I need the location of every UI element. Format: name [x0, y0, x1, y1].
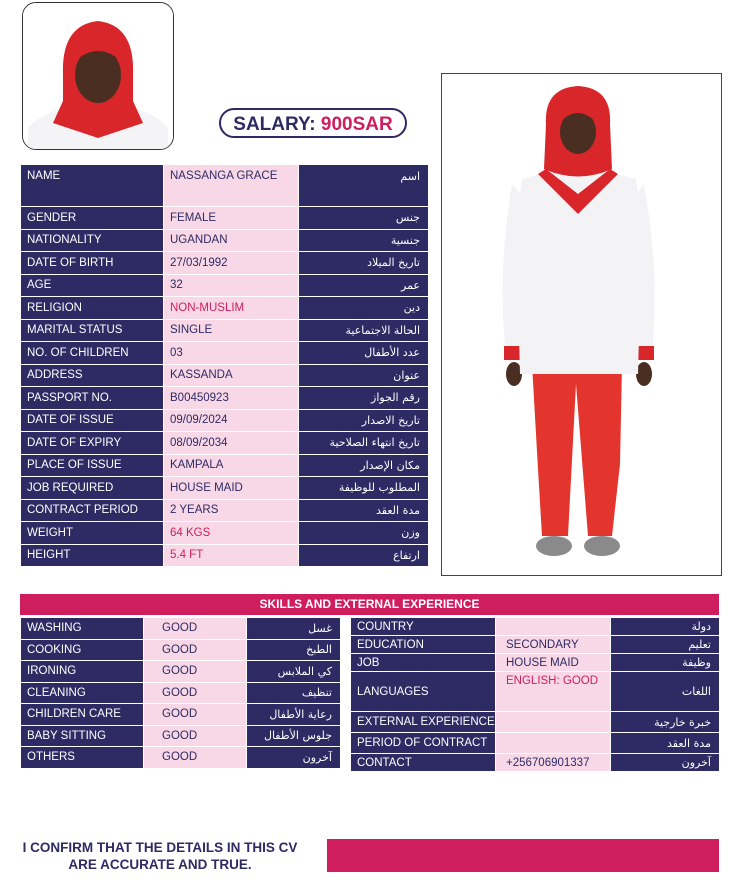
- personal-label: PASSPORT NO.: [21, 387, 164, 410]
- skill-row: [21, 639, 341, 661]
- personal-arabic-label: ارتفاع: [299, 544, 429, 567]
- personal-value: 27/03/1992: [164, 252, 299, 275]
- skill-value: GOOD: [144, 747, 247, 769]
- experience-row: [351, 636, 720, 654]
- skill-value: GOOD: [144, 725, 247, 747]
- personal-label: RELIGION: [21, 297, 164, 320]
- signature-bar: [327, 839, 719, 872]
- experience-label: COUNTRY: [351, 618, 496, 636]
- personal-row: [21, 387, 429, 410]
- experience-arabic-label: وظيفة: [611, 654, 720, 672]
- skill-label: COOKING: [21, 639, 144, 661]
- experience-label: PERIOD OF CONTRACT: [351, 733, 496, 754]
- experience-value: +256706901337: [496, 754, 611, 772]
- personal-label: ADDRESS: [21, 364, 164, 387]
- personal-value: 64 KGS: [164, 522, 299, 545]
- personal-value: 08/09/2034: [164, 432, 299, 455]
- skill-arabic-label: الطبخ: [247, 639, 341, 661]
- personal-row: [21, 207, 429, 230]
- salary-value: 900SAR: [320, 114, 393, 135]
- personal-arabic-label: اسم: [299, 165, 429, 207]
- experience-arabic-label: خبرة خارجية: [611, 712, 720, 733]
- personal-label: JOB REQUIRED: [21, 477, 164, 500]
- skill-row: [21, 704, 341, 726]
- experience-arabic-label: آخرون: [611, 754, 720, 772]
- personal-value: NASSANGA GRACE: [164, 165, 299, 207]
- experience-arabic-label: اللغات: [611, 672, 720, 712]
- personal-arabic-label: مدة العقد: [299, 499, 429, 522]
- personal-arabic-label: عمر: [299, 274, 429, 297]
- personal-arabic-label: المطلوب للوظيفة: [299, 477, 429, 500]
- personal-value: KASSANDA: [164, 364, 299, 387]
- skill-label: BABY SITTING: [21, 725, 144, 747]
- personal-row: [21, 297, 429, 320]
- skills-table: [20, 617, 341, 769]
- personal-arabic-label: رقم الجواز: [299, 387, 429, 410]
- personal-arabic-label: عدد الأطفال: [299, 342, 429, 365]
- personal-row: [21, 477, 429, 500]
- experience-arabic-label: تعليم: [611, 636, 720, 654]
- skill-row: [21, 618, 341, 640]
- personal-value: 32: [164, 274, 299, 297]
- skill-label: IRONING: [21, 661, 144, 683]
- personal-arabic-label: دين: [299, 297, 429, 320]
- personal-value: 03: [164, 342, 299, 365]
- personal-details-table: [20, 164, 429, 567]
- skill-value: GOOD: [144, 682, 247, 704]
- portrait-photo: [22, 2, 174, 150]
- personal-row: [21, 454, 429, 477]
- skills-header: SKILLS AND EXTERNAL EXPERIENCE: [20, 594, 719, 615]
- personal-label: WEIGHT: [21, 522, 164, 545]
- salary-label: SALARY:: [233, 114, 316, 135]
- personal-value: 5.4 FT: [164, 544, 299, 567]
- personal-row: [21, 252, 429, 275]
- skill-label: OTHERS: [21, 747, 144, 769]
- personal-label: NO. OF CHILDREN: [21, 342, 164, 365]
- personal-label: DATE OF ISSUE: [21, 409, 164, 432]
- experience-row: [351, 712, 720, 733]
- personal-row: [21, 544, 429, 567]
- skill-row: [21, 747, 341, 769]
- skill-row: [21, 661, 341, 683]
- personal-row: [21, 165, 429, 207]
- experience-value: [496, 733, 611, 754]
- personal-arabic-label: تاريخ الاصدار: [299, 409, 429, 432]
- skill-label: CLEANING: [21, 682, 144, 704]
- confirmation-statement: I CONFIRM THAT THE DETAILS IN THIS CV ARE ACCURATE AND TRUE.: [22, 840, 298, 872]
- skill-arabic-label: كي الملابس: [247, 661, 341, 683]
- skill-value: GOOD: [144, 661, 247, 683]
- experience-label: JOB: [351, 654, 496, 672]
- personal-label: CONTRACT PERIOD: [21, 499, 164, 522]
- experience-row: [351, 672, 720, 712]
- experience-value: [496, 712, 611, 733]
- skill-value: GOOD: [144, 704, 247, 726]
- skill-label: WASHING: [21, 618, 144, 640]
- skill-row: [21, 725, 341, 747]
- experience-row: [351, 654, 720, 672]
- experience-label: CONTACT: [351, 754, 496, 772]
- personal-value: 09/09/2024: [164, 409, 299, 432]
- skill-value: GOOD: [144, 618, 247, 640]
- personal-value: KAMPALA: [164, 454, 299, 477]
- salary-badge: [219, 108, 407, 138]
- personal-arabic-label: جنس: [299, 207, 429, 230]
- personal-label: HEIGHT: [21, 544, 164, 567]
- personal-value: NON-MUSLIM: [164, 297, 299, 320]
- experience-row: [351, 733, 720, 754]
- skill-row: [21, 682, 341, 704]
- personal-row: [21, 319, 429, 342]
- personal-arabic-label: عنوان: [299, 364, 429, 387]
- personal-label: MARITAL STATUS: [21, 319, 164, 342]
- experience-label: EXTERNAL EXPERIENCE: [351, 712, 496, 733]
- personal-label: PLACE OF ISSUE: [21, 454, 164, 477]
- personal-arabic-label: تاريخ انتهاء الصلاحية: [299, 432, 429, 455]
- personal-row: [21, 432, 429, 455]
- personal-label: GENDER: [21, 207, 164, 230]
- experience-row: [351, 618, 720, 636]
- experience-value: ENGLISH: GOOD: [496, 672, 611, 712]
- personal-arabic-label: الحالة الاجتماعية: [299, 319, 429, 342]
- experience-table: [350, 617, 720, 772]
- personal-value: SINGLE: [164, 319, 299, 342]
- experience-value: HOUSE MAID: [496, 654, 611, 672]
- personal-arabic-label: جنسية: [299, 229, 429, 252]
- personal-label: AGE: [21, 274, 164, 297]
- personal-row: [21, 364, 429, 387]
- personal-row: [21, 499, 429, 522]
- experience-arabic-label: مدة العقد: [611, 733, 720, 754]
- experience-label: EDUCATION: [351, 636, 496, 654]
- personal-row: [21, 342, 429, 365]
- skill-arabic-label: جلوس الأطفال: [247, 725, 341, 747]
- experience-row: [351, 754, 720, 772]
- full-body-photo: [441, 73, 722, 576]
- personal-label: NAME: [21, 165, 164, 207]
- skill-label: CHILDREN CARE: [21, 704, 144, 726]
- personal-label: DATE OF BIRTH: [21, 252, 164, 275]
- experience-value: [496, 618, 611, 636]
- skill-arabic-label: غسل: [247, 618, 341, 640]
- skill-arabic-label: آخرون: [247, 747, 341, 769]
- experience-arabic-label: دولة: [611, 618, 720, 636]
- personal-row: [21, 274, 429, 297]
- personal-row: [21, 229, 429, 252]
- personal-value: HOUSE MAID: [164, 477, 299, 500]
- experience-value: SECONDARY: [496, 636, 611, 654]
- personal-value: B00450923: [164, 387, 299, 410]
- personal-row: [21, 522, 429, 545]
- skill-arabic-label: رعاية الأطفال: [247, 704, 341, 726]
- personal-arabic-label: تاريخ الميلاد: [299, 252, 429, 275]
- personal-row: [21, 409, 429, 432]
- personal-label: DATE OF EXPIRY: [21, 432, 164, 455]
- personal-arabic-label: وزن: [299, 522, 429, 545]
- experience-label: LANGUAGES: [351, 672, 496, 712]
- personal-label: NATIONALITY: [21, 229, 164, 252]
- personal-value: UGANDAN: [164, 229, 299, 252]
- personal-value: FEMALE: [164, 207, 299, 230]
- skill-arabic-label: تنظيف: [247, 682, 341, 704]
- personal-value: 2 YEARS: [164, 499, 299, 522]
- personal-arabic-label: مكان الإصدار: [299, 454, 429, 477]
- skill-value: GOOD: [144, 639, 247, 661]
